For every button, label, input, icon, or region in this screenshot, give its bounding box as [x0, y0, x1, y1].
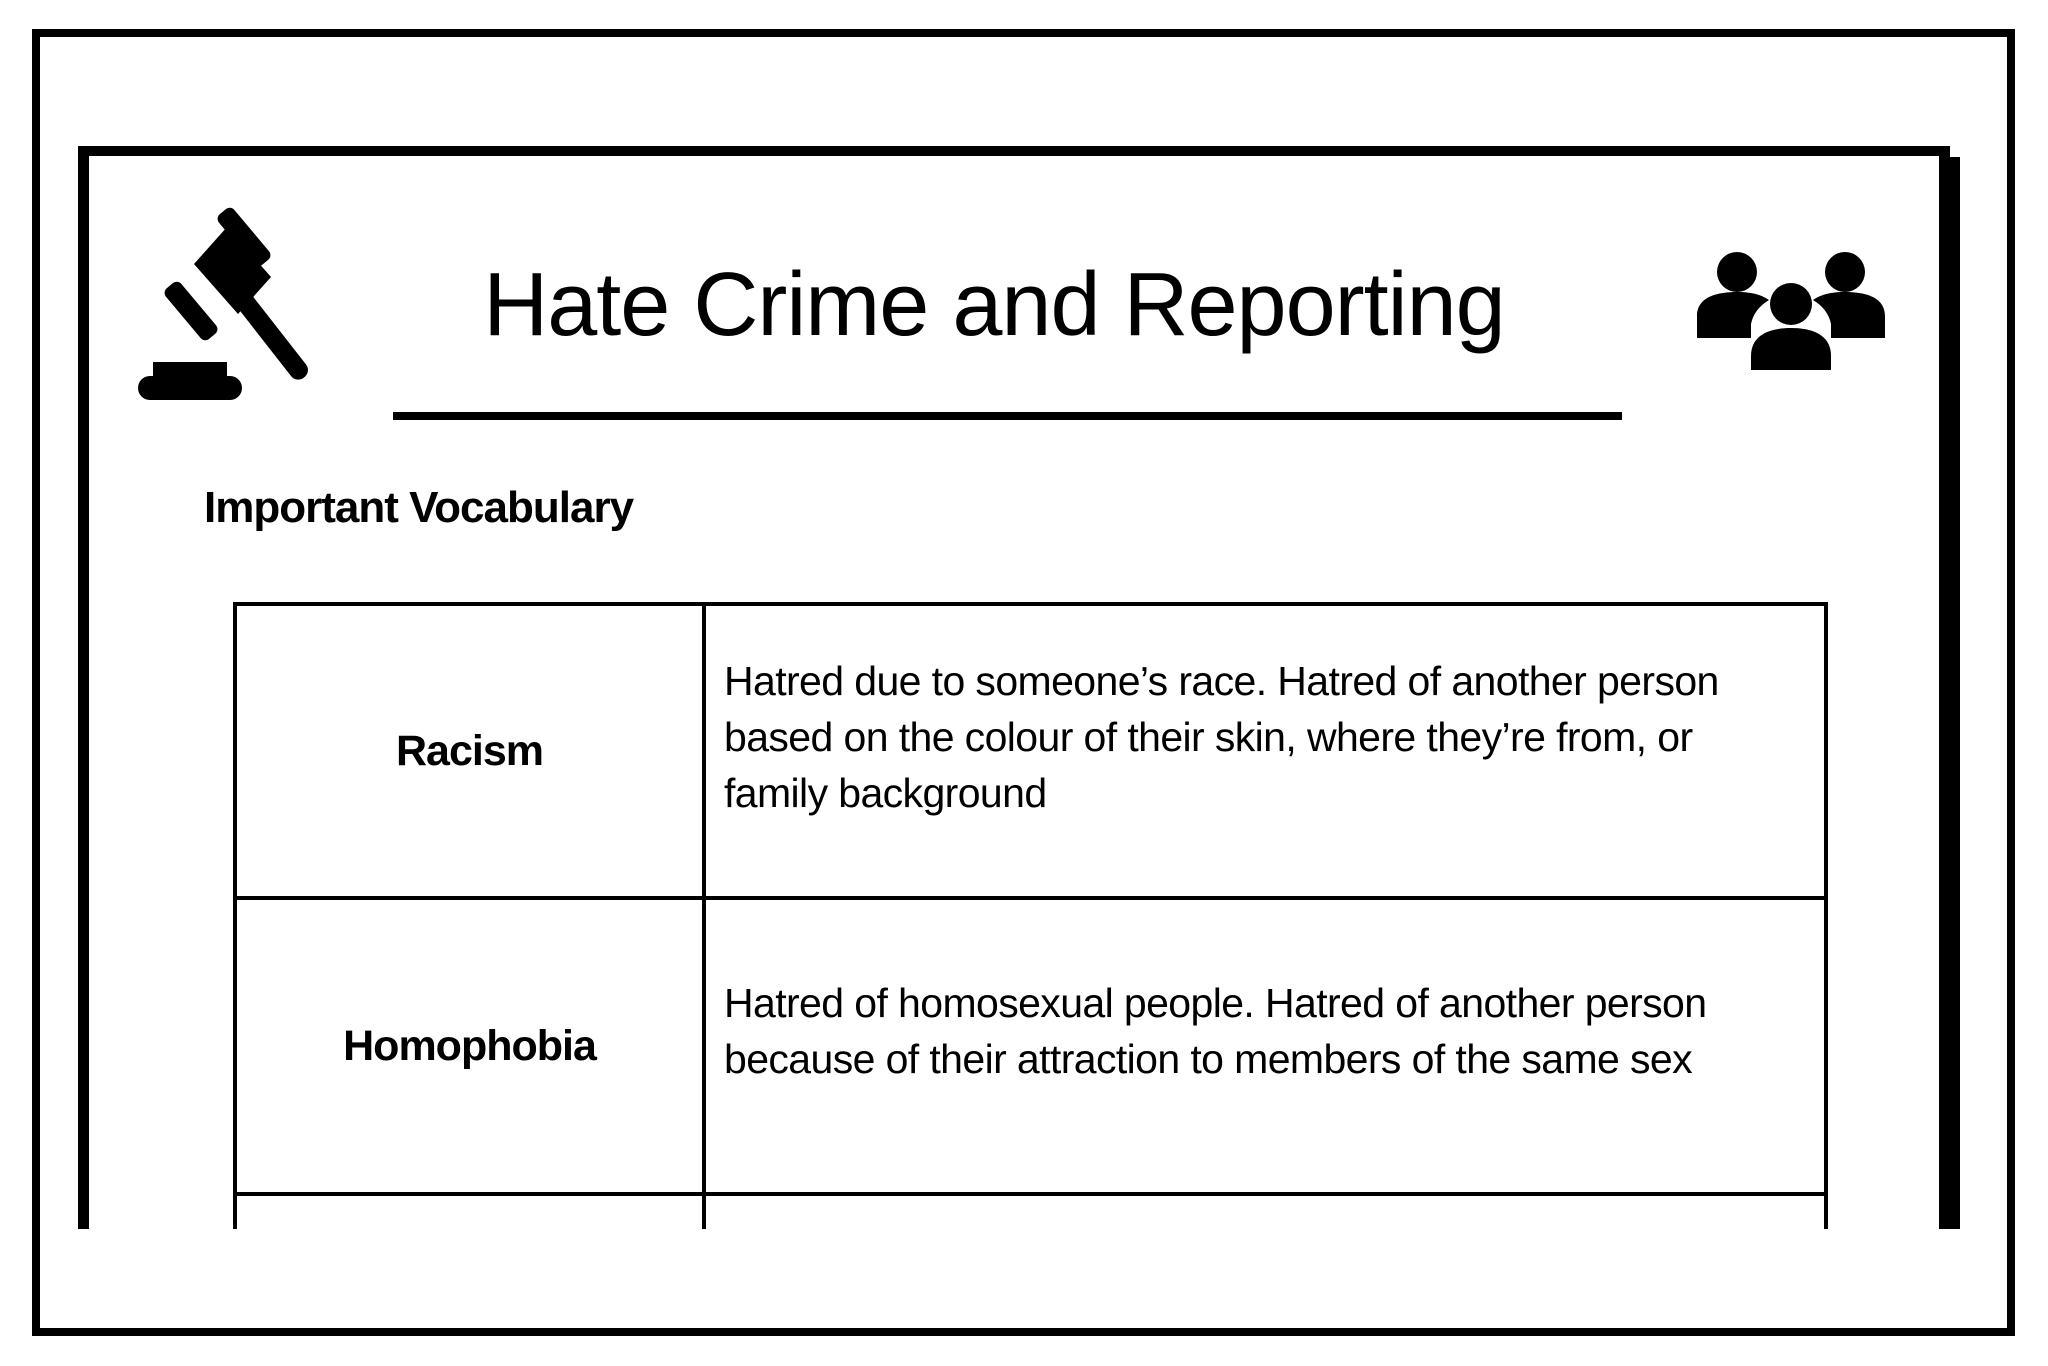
table-row — [235, 898, 1826, 1194]
vocab-term — [235, 1194, 704, 1229]
table-row — [235, 604, 1826, 898]
vocab-definition: Hatred of homosexual people. Hatred of another person because of their attraction to members of the same sex — [724, 980, 1707, 1082]
vocab-term: Homophobia — [235, 898, 704, 1194]
vocab-term: Racism — [235, 604, 704, 898]
vocab-definition-cell — [704, 1194, 1826, 1229]
title-underline-divider — [393, 412, 1622, 420]
vocab-definition-cell — [704, 898, 1826, 1194]
worksheet-card-shadow — [1950, 157, 1960, 1229]
worksheet-viewport — [78, 146, 1962, 1229]
vocabulary-table — [233, 602, 1828, 1229]
people-group-icon — [1697, 252, 1885, 370]
vocab-definition: Hatred due to someone’s race. Hatred of another person based on the colour of their skin, where they’re from, or family background — [724, 658, 1719, 816]
page-title: Hate Crime and Reporting — [483, 255, 1505, 355]
vocab-definition-cell — [704, 604, 1826, 898]
table-row — [235, 1194, 1826, 1229]
gavel-icon — [138, 190, 350, 400]
section-heading-vocabulary: Important Vocabulary — [204, 483, 634, 532]
